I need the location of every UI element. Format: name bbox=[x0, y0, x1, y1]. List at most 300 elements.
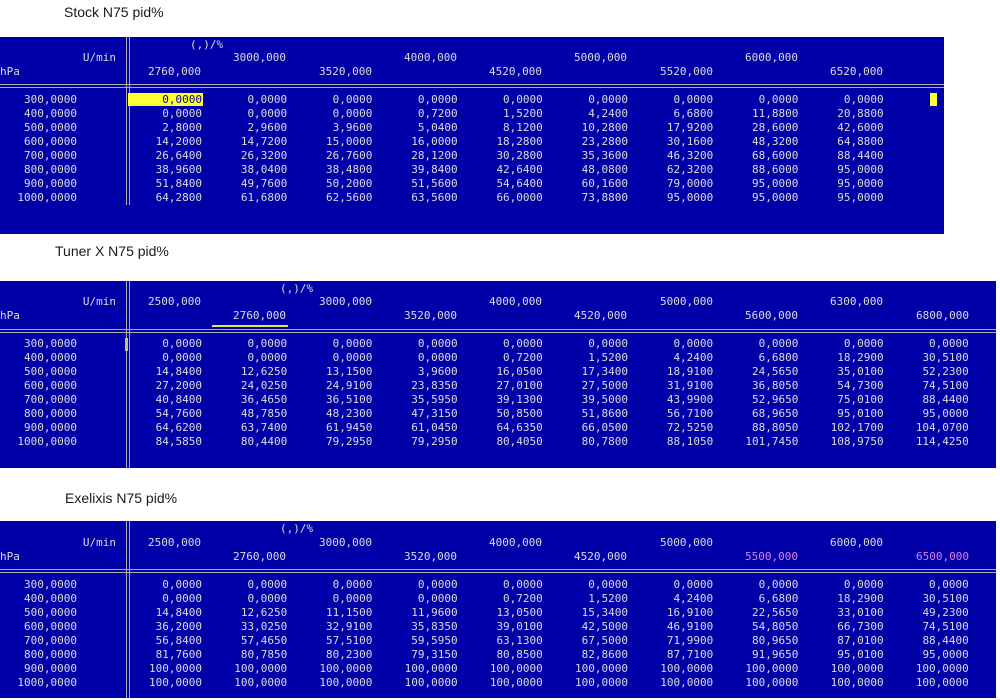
map-cell[interactable]: 5,0400 bbox=[417, 121, 458, 134]
header-divider bbox=[0, 84, 944, 85]
map-cell[interactable]: 14,8400 bbox=[155, 606, 202, 619]
map-cell[interactable]: 100,0000 bbox=[149, 662, 202, 675]
rpm-header[interactable]: 3000,000 bbox=[319, 536, 372, 549]
map-cell[interactable]: 0,0000 bbox=[162, 592, 202, 605]
map-cell[interactable]: 0,0000 bbox=[758, 93, 799, 106]
map-cell[interactable]: 48,3200 bbox=[752, 135, 799, 148]
map-cell[interactable]: 80,7800 bbox=[581, 435, 628, 448]
map-cell[interactable]: 48,0800 bbox=[581, 163, 628, 176]
map-cell[interactable]: 52,9650 bbox=[752, 393, 799, 406]
map-cell[interactable]: 26,7600 bbox=[326, 149, 373, 162]
map-cell[interactable]: 18,9100 bbox=[666, 365, 714, 378]
rpm-header[interactable]: 2500,000 bbox=[148, 536, 201, 549]
pressure-row-label[interactable]: 800,0000 bbox=[24, 407, 77, 420]
map-cell[interactable]: 100,0000 bbox=[830, 662, 884, 675]
rpm-header[interactable]: 3520,000 bbox=[319, 65, 372, 78]
rpm-header[interactable]: 3000,000 bbox=[233, 51, 286, 64]
map-cell[interactable]: 0,0000 bbox=[929, 337, 969, 350]
map-cell[interactable]: 100,0000 bbox=[234, 676, 288, 689]
map-cell[interactable]: 57,5100 bbox=[326, 634, 373, 647]
map-cell[interactable]: 66,7300 bbox=[837, 620, 884, 633]
map-cell[interactable]: 68,6000 bbox=[752, 149, 799, 162]
map-cell[interactable]: 0,7200 bbox=[503, 351, 543, 364]
scroll-cursor[interactable] bbox=[930, 93, 937, 106]
map-cell[interactable]: 15,3400 bbox=[581, 606, 628, 619]
map-cell[interactable]: 87,0100 bbox=[837, 634, 884, 647]
map-cell[interactable]: 0,7200 bbox=[503, 592, 543, 605]
map-cell[interactable]: 0,0000 bbox=[247, 107, 288, 120]
map-cell[interactable]: 62,5600 bbox=[326, 191, 373, 204]
map-cell[interactable]: 0,0000 bbox=[162, 337, 202, 350]
map-cell[interactable]: 0,0000 bbox=[162, 93, 202, 106]
map-cell[interactable]: 33,0250 bbox=[240, 620, 288, 633]
pressure-row-label[interactable]: 700,0000 bbox=[24, 634, 77, 647]
map-cell[interactable]: 30,5100 bbox=[922, 351, 969, 364]
map-cell[interactable]: 88,4400 bbox=[922, 393, 969, 406]
map-cell[interactable]: 100,0000 bbox=[404, 662, 458, 675]
map-cell[interactable]: 48,2300 bbox=[326, 407, 373, 420]
map-cell[interactable]: 35,5950 bbox=[411, 393, 458, 406]
map-cell[interactable]: 100,0000 bbox=[319, 676, 373, 689]
map-cell[interactable]: 64,8800 bbox=[837, 135, 884, 148]
row-axis-label: hPa bbox=[0, 65, 20, 78]
map-cell[interactable]: 1,5200 bbox=[588, 351, 628, 364]
map-cell[interactable]: 72,5250 bbox=[666, 421, 714, 434]
map-cell[interactable]: 6,6800 bbox=[758, 592, 799, 605]
map-cell[interactable]: 1,5200 bbox=[588, 592, 628, 605]
map-cell[interactable]: 88,1050 bbox=[666, 435, 714, 448]
pressure-row-label[interactable]: 600,0000 bbox=[24, 135, 77, 148]
map-cell[interactable]: 100,0000 bbox=[915, 662, 969, 675]
map-cell[interactable]: 0,7200 bbox=[417, 107, 458, 120]
map-cell[interactable]: 71,9900 bbox=[666, 634, 714, 647]
rpm-header[interactable]: 5000,000 bbox=[660, 536, 713, 549]
map-cell[interactable]: 6,6800 bbox=[758, 351, 799, 364]
header-divider bbox=[0, 329, 996, 330]
map-cell[interactable]: 100,0000 bbox=[660, 662, 714, 675]
map-cell[interactable]: 0,0000 bbox=[503, 337, 543, 350]
map-cell[interactable]: 0,0000 bbox=[843, 93, 884, 106]
map-cell[interactable]: 0,0000 bbox=[758, 337, 799, 350]
map-cell[interactable]: 18,2900 bbox=[837, 351, 884, 364]
rpm-header[interactable]: 5000,000 bbox=[574, 51, 627, 64]
rpm-header[interactable]: 5000,000 bbox=[660, 295, 713, 308]
map-cell[interactable]: 0,0000 bbox=[503, 93, 543, 106]
map-cell[interactable]: 35,8350 bbox=[411, 620, 458, 633]
pressure-row-label[interactable]: 400,0000 bbox=[24, 592, 77, 605]
map-cell[interactable]: 13,1500 bbox=[326, 365, 373, 378]
map-cell[interactable]: 95,0000 bbox=[752, 177, 799, 190]
map-cell[interactable]: 80,7850 bbox=[240, 648, 288, 661]
map-cell[interactable]: 114,4250 bbox=[915, 435, 969, 448]
pressure-row-label[interactable]: 900,0000 bbox=[24, 177, 77, 190]
map-cell[interactable]: 0,0000 bbox=[417, 337, 458, 350]
map-cell[interactable]: 0,0000 bbox=[162, 578, 202, 591]
rpm-header[interactable]: 4520,000 bbox=[489, 65, 542, 78]
map-cell[interactable]: 95,0100 bbox=[837, 407, 884, 420]
map-cell[interactable]: 39,5000 bbox=[581, 393, 628, 406]
map-cell[interactable]: 39,1300 bbox=[496, 393, 543, 406]
map-panel-stock bbox=[0, 37, 944, 234]
pressure-row-label[interactable]: 300,0000 bbox=[24, 337, 77, 350]
map-cell[interactable]: 54,7600 bbox=[155, 407, 202, 420]
map-cell[interactable]: 0,0000 bbox=[417, 93, 458, 106]
map-cell[interactable]: 18,2900 bbox=[837, 592, 884, 605]
map-cell[interactable]: 26,6400 bbox=[155, 149, 202, 162]
map-cell[interactable]: 28,1200 bbox=[411, 149, 458, 162]
map-cell[interactable]: 100,0000 bbox=[404, 676, 458, 689]
pressure-row-label[interactable]: 800,0000 bbox=[24, 648, 77, 661]
map-cell[interactable]: 27,0100 bbox=[496, 379, 543, 392]
rpm-header[interactable]: 4000,000 bbox=[489, 536, 542, 549]
rpm-header[interactable]: 2760,000 bbox=[233, 309, 286, 322]
map-cell[interactable]: 64,2800 bbox=[155, 191, 202, 204]
rpm-header[interactable]: 3520,000 bbox=[404, 309, 457, 322]
pressure-row-label[interactable]: 900,0000 bbox=[24, 662, 77, 675]
rpm-header[interactable]: 6000,000 bbox=[830, 536, 883, 549]
rpm-header[interactable]: 3000,000 bbox=[319, 295, 372, 308]
map-cell[interactable]: 27,5000 bbox=[581, 379, 628, 392]
map-cell[interactable]: 2,8000 bbox=[162, 121, 202, 134]
map-cell[interactable]: 14,7200 bbox=[240, 135, 288, 148]
map-cell[interactable]: 68,9650 bbox=[752, 407, 799, 420]
map-cell[interactable]: 84,5850 bbox=[155, 435, 202, 448]
map-cell[interactable]: 54,8050 bbox=[752, 620, 799, 633]
map-cell[interactable]: 46,9100 bbox=[666, 620, 714, 633]
map-cell[interactable]: 0,0000 bbox=[162, 107, 202, 120]
map-cell[interactable]: 47,3150 bbox=[411, 407, 458, 420]
map-cell[interactable]: 0,0000 bbox=[332, 337, 373, 350]
map-cell[interactable]: 95,0000 bbox=[666, 191, 714, 204]
rpm-header[interactable]: 2760,000 bbox=[233, 550, 286, 563]
map-cell[interactable]: 100,0000 bbox=[575, 662, 628, 675]
rpm-header[interactable]: 5600,000 bbox=[745, 309, 798, 322]
map-cell[interactable]: 57,4650 bbox=[240, 634, 288, 647]
map-cell[interactable]: 15,0000 bbox=[326, 135, 373, 148]
map-cell[interactable]: 0,0000 bbox=[332, 93, 373, 106]
map-cell[interactable]: 0,0000 bbox=[162, 351, 202, 364]
map-cell[interactable]: 23,2800 bbox=[581, 135, 628, 148]
map-cell[interactable]: 61,9450 bbox=[326, 421, 373, 434]
map-cell[interactable]: 13,0500 bbox=[496, 606, 543, 619]
map-cell[interactable]: 60,1600 bbox=[581, 177, 628, 190]
map-cell[interactable]: 74,5100 bbox=[922, 379, 969, 392]
pressure-row-label[interactable]: 900,0000 bbox=[24, 421, 77, 434]
map-cell[interactable]: 100,0000 bbox=[915, 676, 969, 689]
map-cell[interactable]: 36,4650 bbox=[240, 393, 288, 406]
map-cell[interactable]: 0,0000 bbox=[673, 93, 714, 106]
map-cell[interactable]: 54,6400 bbox=[496, 177, 543, 190]
rpm-header[interactable]: 5520,000 bbox=[660, 65, 713, 78]
map-cell[interactable]: 0,0000 bbox=[673, 337, 714, 350]
map-cell[interactable]: 95,0000 bbox=[922, 407, 969, 420]
map-cell[interactable]: 64,6200 bbox=[155, 421, 202, 434]
map-cell[interactable]: 32,9100 bbox=[326, 620, 373, 633]
map-cell[interactable]: 42,6000 bbox=[837, 121, 884, 134]
map-cell[interactable]: 88,8050 bbox=[752, 421, 799, 434]
map-cell[interactable]: 40,8400 bbox=[155, 393, 202, 406]
rpm-header-modified[interactable]: 6500,000 bbox=[916, 550, 969, 563]
map-cell[interactable]: 64,6350 bbox=[496, 421, 543, 434]
map-cell[interactable]: 0,0000 bbox=[417, 578, 458, 591]
rpm-header-modified[interactable]: 5500,000 bbox=[745, 550, 798, 563]
map-cell[interactable]: 67,5000 bbox=[581, 634, 628, 647]
map-cell[interactable]: 16,0500 bbox=[496, 365, 543, 378]
map-cell[interactable]: 0,0000 bbox=[247, 93, 288, 106]
map-cell[interactable]: 0,0000 bbox=[247, 351, 288, 364]
rpm-header[interactable]: 4520,000 bbox=[574, 550, 627, 563]
map-cell[interactable]: 17,3400 bbox=[581, 365, 628, 378]
row-axis-label: hPa bbox=[0, 550, 20, 563]
map-cell[interactable]: 95,0100 bbox=[837, 648, 884, 661]
map-cell[interactable]: 80,4400 bbox=[240, 435, 288, 448]
map-cell[interactable]: 39,8400 bbox=[411, 163, 458, 176]
map-cell[interactable]: 63,1300 bbox=[496, 634, 543, 647]
rpm-header[interactable]: 2500,000 bbox=[148, 295, 201, 308]
map-cell[interactable]: 35,0100 bbox=[837, 365, 884, 378]
unit-label: (,)/% bbox=[280, 522, 314, 535]
map-cell[interactable]: 80,2300 bbox=[326, 648, 373, 661]
map-cell[interactable]: 24,9100 bbox=[326, 379, 373, 392]
map-cell[interactable]: 38,0400 bbox=[240, 163, 288, 176]
map-cell[interactable]: 36,8050 bbox=[752, 379, 799, 392]
rpm-header[interactable]: 4000,000 bbox=[489, 295, 542, 308]
map-cell[interactable]: 74,5100 bbox=[922, 620, 969, 633]
map-cell[interactable]: 0,0000 bbox=[673, 578, 714, 591]
map-cell[interactable]: 79,3150 bbox=[411, 648, 458, 661]
map-cell[interactable]: 66,0000 bbox=[496, 191, 543, 204]
map-cell[interactable]: 42,6400 bbox=[496, 163, 543, 176]
map-cell[interactable]: 95,0000 bbox=[837, 163, 884, 176]
rpm-header[interactable]: 4520,000 bbox=[574, 309, 627, 322]
map-cell[interactable]: 0,0000 bbox=[417, 592, 458, 605]
map-cell[interactable]: 95,0000 bbox=[752, 191, 799, 204]
map-cell[interactable]: 91,9650 bbox=[752, 648, 799, 661]
pressure-row-label[interactable]: 600,0000 bbox=[24, 379, 77, 392]
pressure-row-label[interactable]: 700,0000 bbox=[24, 149, 77, 162]
map-cell[interactable]: 14,2000 bbox=[155, 135, 202, 148]
selected-column-underline bbox=[212, 325, 288, 327]
map-cell[interactable]: 11,1500 bbox=[326, 606, 373, 619]
map-cell[interactable]: 56,7100 bbox=[666, 407, 714, 420]
rpm-header[interactable]: 4000,000 bbox=[404, 51, 457, 64]
map-cell[interactable]: 35,3600 bbox=[581, 149, 628, 162]
map-cell[interactable]: 0,0000 bbox=[332, 351, 373, 364]
map-cell[interactable]: 0,0000 bbox=[417, 351, 458, 364]
map-cell[interactable]: 22,5650 bbox=[752, 606, 799, 619]
map-cell[interactable]: 61,6800 bbox=[240, 191, 288, 204]
map-cell[interactable]: 95,0000 bbox=[837, 191, 884, 204]
pressure-row-label[interactable]: 400,0000 bbox=[24, 351, 77, 364]
map-cell[interactable]: 28,6000 bbox=[752, 121, 799, 134]
map-cell[interactable]: 46,3200 bbox=[666, 149, 714, 162]
map-cell[interactable]: 79,2950 bbox=[326, 435, 373, 448]
map-cell[interactable]: 80,4050 bbox=[496, 435, 543, 448]
map-cell[interactable]: 88,6000 bbox=[752, 163, 799, 176]
map-cell[interactable]: 30,2800 bbox=[496, 149, 543, 162]
map-cell[interactable]: 51,5600 bbox=[411, 177, 458, 190]
map-cell[interactable]: 100,0000 bbox=[149, 676, 202, 689]
map-cell[interactable]: 24,5650 bbox=[752, 365, 799, 378]
map-cell[interactable]: 73,8800 bbox=[581, 191, 628, 204]
map-cell[interactable]: 0,0000 bbox=[588, 337, 628, 350]
map-cell[interactable]: 0,0000 bbox=[332, 592, 373, 605]
map-cell[interactable]: 63,7400 bbox=[240, 421, 288, 434]
map-cell[interactable]: 100,0000 bbox=[575, 676, 628, 689]
map-cell[interactable]: 62,3200 bbox=[666, 163, 714, 176]
pressure-row-label[interactable]: 1000,0000 bbox=[17, 676, 77, 689]
map-cell[interactable]: 88,4400 bbox=[837, 149, 884, 162]
map-cell[interactable]: 100,0000 bbox=[234, 662, 288, 675]
map-cell[interactable]: 42,5000 bbox=[581, 620, 628, 633]
map-cell[interactable]: 2,9600 bbox=[247, 121, 288, 134]
map-cell[interactable]: 4,2400 bbox=[673, 351, 714, 364]
map-cell[interactable]: 108,9750 bbox=[830, 435, 884, 448]
map-cell[interactable]: 30,5100 bbox=[922, 592, 969, 605]
map-cell[interactable]: 81,7600 bbox=[155, 648, 202, 661]
map-cell[interactable]: 88,4400 bbox=[922, 634, 969, 647]
caption-exelixis: Exelixis N75 pid% bbox=[65, 490, 178, 506]
map-cell[interactable]: 100,0000 bbox=[489, 676, 543, 689]
map-cell[interactable]: 1,5200 bbox=[503, 107, 543, 120]
map-cell[interactable]: 56,8400 bbox=[155, 634, 202, 647]
pressure-row-label[interactable]: 500,0000 bbox=[24, 606, 77, 619]
map-cell[interactable]: 14,8400 bbox=[155, 365, 202, 378]
map-cell[interactable]: 38,4800 bbox=[326, 163, 373, 176]
map-cell[interactable]: 100,0000 bbox=[745, 662, 799, 675]
map-cell[interactable]: 36,2000 bbox=[155, 620, 202, 633]
map-cell[interactable]: 87,7100 bbox=[666, 648, 714, 661]
map-cell[interactable]: 3,9600 bbox=[417, 365, 458, 378]
map-cell[interactable]: 0,0000 bbox=[588, 93, 628, 106]
map-cell[interactable]: 11,9600 bbox=[411, 606, 458, 619]
map-cell[interactable]: 52,2300 bbox=[922, 365, 969, 378]
map-cell[interactable]: 49,7600 bbox=[240, 177, 288, 190]
pressure-row-label[interactable]: 300,0000 bbox=[24, 93, 77, 106]
map-cell[interactable]: 50,8500 bbox=[496, 407, 543, 420]
map-cell[interactable]: 48,7850 bbox=[240, 407, 288, 420]
map-cell[interactable]: 54,7300 bbox=[837, 379, 884, 392]
col-axis-label: U/min bbox=[82, 536, 116, 549]
map-cell[interactable]: 33,0100 bbox=[837, 606, 884, 619]
map-cell[interactable]: 101,7450 bbox=[745, 435, 799, 448]
rpm-header[interactable]: 3520,000 bbox=[404, 550, 457, 563]
map-cell[interactable]: 16,9100 bbox=[666, 606, 714, 619]
rpm-header[interactable]: 6000,000 bbox=[745, 51, 798, 64]
rpm-header[interactable]: 6300,000 bbox=[830, 295, 883, 308]
map-cell[interactable]: 51,8600 bbox=[581, 407, 628, 420]
map-cell[interactable]: 10,2800 bbox=[581, 121, 628, 134]
map-panel-tuner-x bbox=[0, 281, 996, 468]
pressure-row-label[interactable]: 500,0000 bbox=[24, 121, 77, 134]
row-axis-label: hPa bbox=[0, 309, 20, 322]
map-cell[interactable]: 11,8800 bbox=[752, 107, 799, 120]
map-cell[interactable]: 17,9200 bbox=[666, 121, 714, 134]
map-cell[interactable]: 0,0000 bbox=[332, 578, 373, 591]
map-cell[interactable]: 0,0000 bbox=[843, 337, 884, 350]
caption-tuner-x: Tuner X N75 pid% bbox=[55, 243, 169, 259]
map-cell[interactable]: 49,2300 bbox=[922, 606, 969, 619]
map-cell[interactable]: 75,0100 bbox=[837, 393, 884, 406]
rpm-header[interactable]: 2760,000 bbox=[148, 65, 201, 78]
map-cell[interactable]: 38,9600 bbox=[155, 163, 202, 176]
pressure-row-label[interactable]: 400,0000 bbox=[24, 107, 77, 120]
map-cell[interactable]: 18,2800 bbox=[496, 135, 543, 148]
map-cell[interactable]: 31,9100 bbox=[666, 379, 714, 392]
map-cell[interactable]: 59,5950 bbox=[411, 634, 458, 647]
rpm-header[interactable]: 6800,000 bbox=[916, 309, 969, 322]
map-cell[interactable]: 24,0250 bbox=[240, 379, 288, 392]
map-cell[interactable]: 66,0500 bbox=[581, 421, 628, 434]
map-cell[interactable]: 8,1200 bbox=[503, 121, 543, 134]
map-cell[interactable]: 27,2000 bbox=[155, 379, 202, 392]
map-cell[interactable]: 79,0000 bbox=[666, 177, 714, 190]
map-cell[interactable]: 23,8350 bbox=[411, 379, 458, 392]
map-cell[interactable]: 100,0000 bbox=[319, 662, 373, 675]
pressure-row-label[interactable]: 1000,0000 bbox=[17, 435, 77, 448]
map-panel-exelixis bbox=[0, 521, 996, 698]
map-cell[interactable]: 43,9900 bbox=[666, 393, 714, 406]
map-cell[interactable]: 26,3200 bbox=[240, 149, 288, 162]
map-cell[interactable]: 100,0000 bbox=[489, 662, 543, 675]
map-cell[interactable]: 4,2400 bbox=[588, 107, 628, 120]
map-cell[interactable]: 0,0000 bbox=[332, 107, 373, 120]
map-cell[interactable]: 0,0000 bbox=[929, 578, 969, 591]
map-cell[interactable]: 12,6250 bbox=[240, 606, 288, 619]
map-cell[interactable]: 4,2400 bbox=[673, 592, 714, 605]
map-cell[interactable]: 36,5100 bbox=[326, 393, 373, 406]
pressure-row-label[interactable]: 800,0000 bbox=[24, 163, 77, 176]
map-cell[interactable]: 95,0000 bbox=[837, 177, 884, 190]
pressure-row-label[interactable]: 700,0000 bbox=[24, 393, 77, 406]
map-cell[interactable]: 3,9600 bbox=[332, 121, 373, 134]
map-cell[interactable]: 0,0000 bbox=[503, 578, 543, 591]
map-cell[interactable]: 100,0000 bbox=[830, 676, 884, 689]
map-cell[interactable]: 80,9650 bbox=[752, 634, 799, 647]
map-cell[interactable]: 79,2950 bbox=[411, 435, 458, 448]
map-cell[interactable]: 30,1600 bbox=[666, 135, 714, 148]
map-cell[interactable]: 50,2000 bbox=[326, 177, 373, 190]
map-cell[interactable]: 51,8400 bbox=[155, 177, 202, 190]
map-cell[interactable]: 95,0000 bbox=[922, 648, 969, 661]
map-cell[interactable]: 0,0000 bbox=[843, 578, 884, 591]
map-cell[interactable]: 61,0450 bbox=[411, 421, 458, 434]
map-cell[interactable]: 0,0000 bbox=[758, 578, 799, 591]
map-cell[interactable]: 0,0000 bbox=[247, 337, 288, 350]
map-cell[interactable]: 39,0100 bbox=[496, 620, 543, 633]
map-cell[interactable]: 82,8600 bbox=[581, 648, 628, 661]
map-cell[interactable]: 63,5600 bbox=[411, 191, 458, 204]
map-cell[interactable]: 100,0000 bbox=[660, 676, 714, 689]
map-cell[interactable]: 104,0700 bbox=[915, 421, 969, 434]
pressure-row-label[interactable]: 300,0000 bbox=[24, 578, 77, 591]
map-cell[interactable]: 0,0000 bbox=[247, 592, 288, 605]
map-cell[interactable]: 102,1700 bbox=[830, 421, 884, 434]
map-cell[interactable]: 100,0000 bbox=[745, 676, 799, 689]
pressure-row-label[interactable]: 500,0000 bbox=[24, 365, 77, 378]
map-cell[interactable]: 6,6800 bbox=[673, 107, 714, 120]
rpm-header[interactable]: 6520,000 bbox=[830, 65, 883, 78]
map-cell[interactable]: 20,8800 bbox=[837, 107, 884, 120]
map-cell[interactable]: 16,0000 bbox=[411, 135, 458, 148]
pressure-row-label[interactable]: 600,0000 bbox=[24, 620, 77, 633]
pressure-row-label[interactable]: 1000,0000 bbox=[17, 191, 77, 204]
map-cell[interactable]: 0,0000 bbox=[588, 578, 628, 591]
map-cell[interactable]: 0,0000 bbox=[247, 578, 288, 591]
map-cell[interactable]: 12,6250 bbox=[240, 365, 288, 378]
map-cell[interactable]: 80,8500 bbox=[496, 648, 543, 661]
col-axis-label: U/min bbox=[82, 51, 116, 64]
